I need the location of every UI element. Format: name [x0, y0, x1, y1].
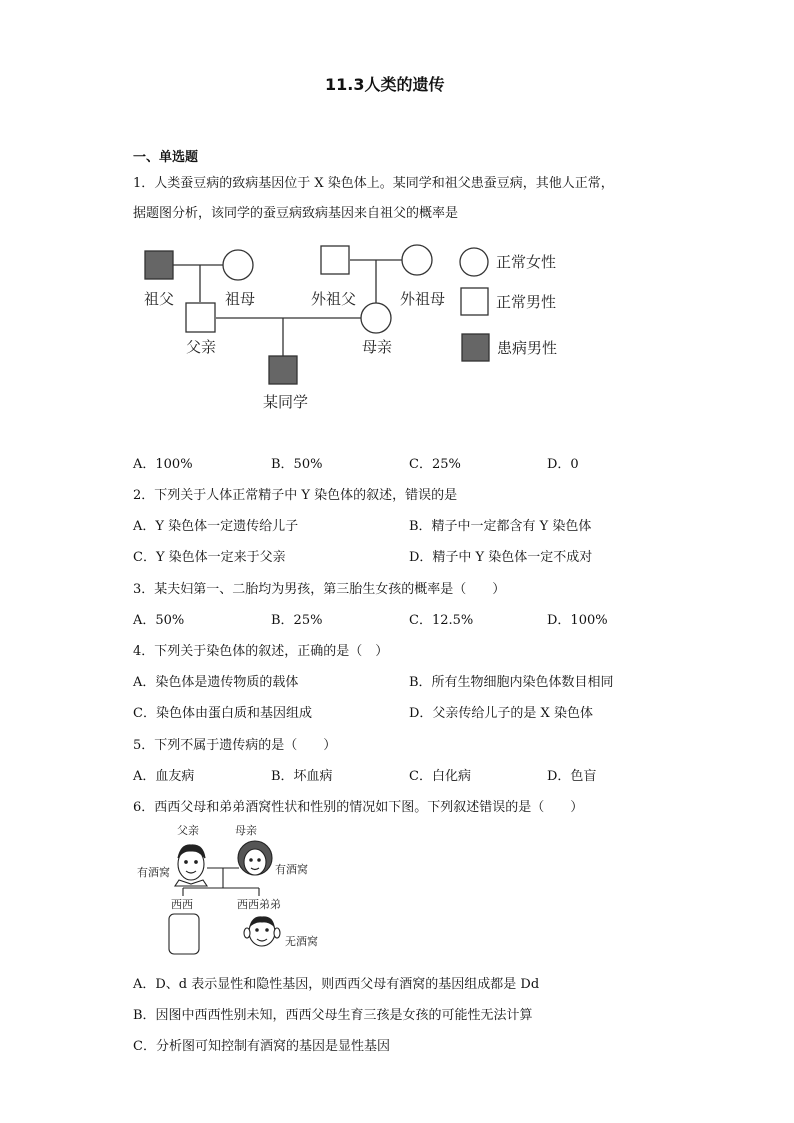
- brother-face-icon: [244, 917, 280, 946]
- q4-option-b[interactable]: B．所有生物细胞内染色体数目相同: [409, 675, 614, 690]
- q2-option-d[interactable]: D．精子中 Y 染色体一定不成对: [409, 550, 593, 565]
- legend-male-label: 正常男性: [496, 293, 557, 311]
- label-mother: 母亲: [362, 338, 393, 356]
- label-father: 父亲: [186, 338, 217, 356]
- q4-option-d[interactable]: D．父亲传给儿子的是 X 染色体: [409, 706, 593, 721]
- question-3-stem: 3．某夫妇第一、二胎均为男孩，第三胎生女孩的概率是（ ）: [133, 582, 506, 597]
- q4-option-c[interactable]: C．染色体由蛋白质和基因组成: [133, 706, 312, 721]
- father-symbol: [186, 303, 215, 332]
- q2-option-a[interactable]: A．Y 染色体一定遗传给儿子: [133, 519, 299, 534]
- legend-affected-symbol: [462, 334, 489, 361]
- label-maternal-grandmother: 外祖母: [400, 290, 446, 308]
- fig-label-father-trait: 有酒窝: [137, 866, 170, 879]
- fig-label-mother: 母亲: [235, 824, 257, 837]
- father-face-icon: [175, 845, 207, 886]
- q5-option-d[interactable]: D．色盲: [547, 769, 597, 784]
- page-title: 11.3人类的遗传: [325, 75, 445, 94]
- q1-option-d[interactable]: D．0: [547, 457, 579, 472]
- q1-option-a[interactable]: A．100%: [133, 457, 193, 472]
- q3-option-d[interactable]: D．100%: [547, 613, 608, 628]
- fig-label-xixi: 西西: [171, 898, 193, 911]
- dimple-family-figure: [133, 818, 343, 958]
- q5-option-a[interactable]: A．血友病: [133, 769, 195, 784]
- fig-label-father: 父亲: [177, 824, 199, 837]
- pedigree-diagram: [130, 236, 600, 416]
- q5-option-b[interactable]: B．坏血病: [271, 769, 333, 784]
- student-symbol: [269, 356, 297, 384]
- xixi-unknown-box: [169, 914, 199, 954]
- q3-option-a[interactable]: A．50%: [133, 613, 185, 628]
- grandmother-symbol: [223, 250, 253, 280]
- maternal-grandmother-symbol: [402, 245, 432, 275]
- fig-label-brother-trait: 无酒窝: [285, 935, 318, 948]
- legend-affected-label: 患病男性: [497, 339, 558, 357]
- legend-female-symbol: [460, 248, 488, 276]
- q4-option-a[interactable]: A．染色体是遗传物质的载体: [133, 675, 299, 690]
- q6-option-c[interactable]: C．分析图可知控制有酒窝的基因是显性基因: [133, 1039, 390, 1054]
- fig-label-brother: 西西弟弟: [237, 898, 281, 911]
- q3-option-c[interactable]: C．12.5%: [409, 613, 474, 628]
- section-header: 一、单选题: [133, 150, 199, 165]
- fig-label-mother-trait: 有酒窝: [275, 863, 308, 876]
- question-1-stem: 1．人类蚕豆病的致病基因位于 X 染色体上。某同学和祖父患蚕豆病，其他人正常，: [133, 176, 614, 191]
- label-maternal-grandfather: 外祖父: [311, 290, 357, 308]
- question-4-stem: 4．下列关于染色体的叙述，正确的是（ ）: [133, 644, 389, 659]
- legend-male-symbol: [461, 288, 488, 315]
- label-grandfather: 祖父: [144, 290, 175, 308]
- question-6-stem: 6．西西父母和弟弟酒窝性状和性别的情况如下图。下列叙述错误的是（ ）: [133, 800, 584, 815]
- q3-option-b[interactable]: B．25%: [271, 613, 323, 628]
- grandfather-symbol: [145, 251, 173, 279]
- question-5-stem: 5．下列不属于遗传病的是（ ）: [133, 738, 337, 753]
- q1-option-c[interactable]: C．25%: [409, 457, 461, 472]
- mother-symbol: [361, 303, 391, 333]
- mother-face-icon: [238, 841, 272, 875]
- question-2-stem: 2．下列关于人体正常精子中 Y 染色体的叙述，错误的是: [133, 488, 458, 503]
- maternal-grandfather-symbol: [321, 246, 349, 274]
- q2-option-b[interactable]: B．精子中一定都含有 Y 染色体: [409, 519, 592, 534]
- q5-option-c[interactable]: C．白化病: [409, 769, 471, 784]
- q6-option-b[interactable]: B．因图中西西性别未知，西西父母生育三孩是女孩的可能性无法计算: [133, 1008, 533, 1023]
- legend-female-label: 正常女性: [496, 253, 557, 271]
- q1-option-b[interactable]: B．50%: [271, 457, 323, 472]
- label-grandmother: 祖母: [225, 290, 256, 308]
- q6-option-a[interactable]: A．D、d 表示显性和隐性基因，则西西父母有酒窝的基因组成都是 Dd: [133, 977, 540, 992]
- q2-option-c[interactable]: C．Y 染色体一定来于父亲: [133, 550, 286, 565]
- label-student: 某同学: [263, 393, 309, 411]
- question-1-stem-line2: 据题图分析，该同学的蚕豆病致病基因来自祖父的概率是: [133, 206, 459, 221]
